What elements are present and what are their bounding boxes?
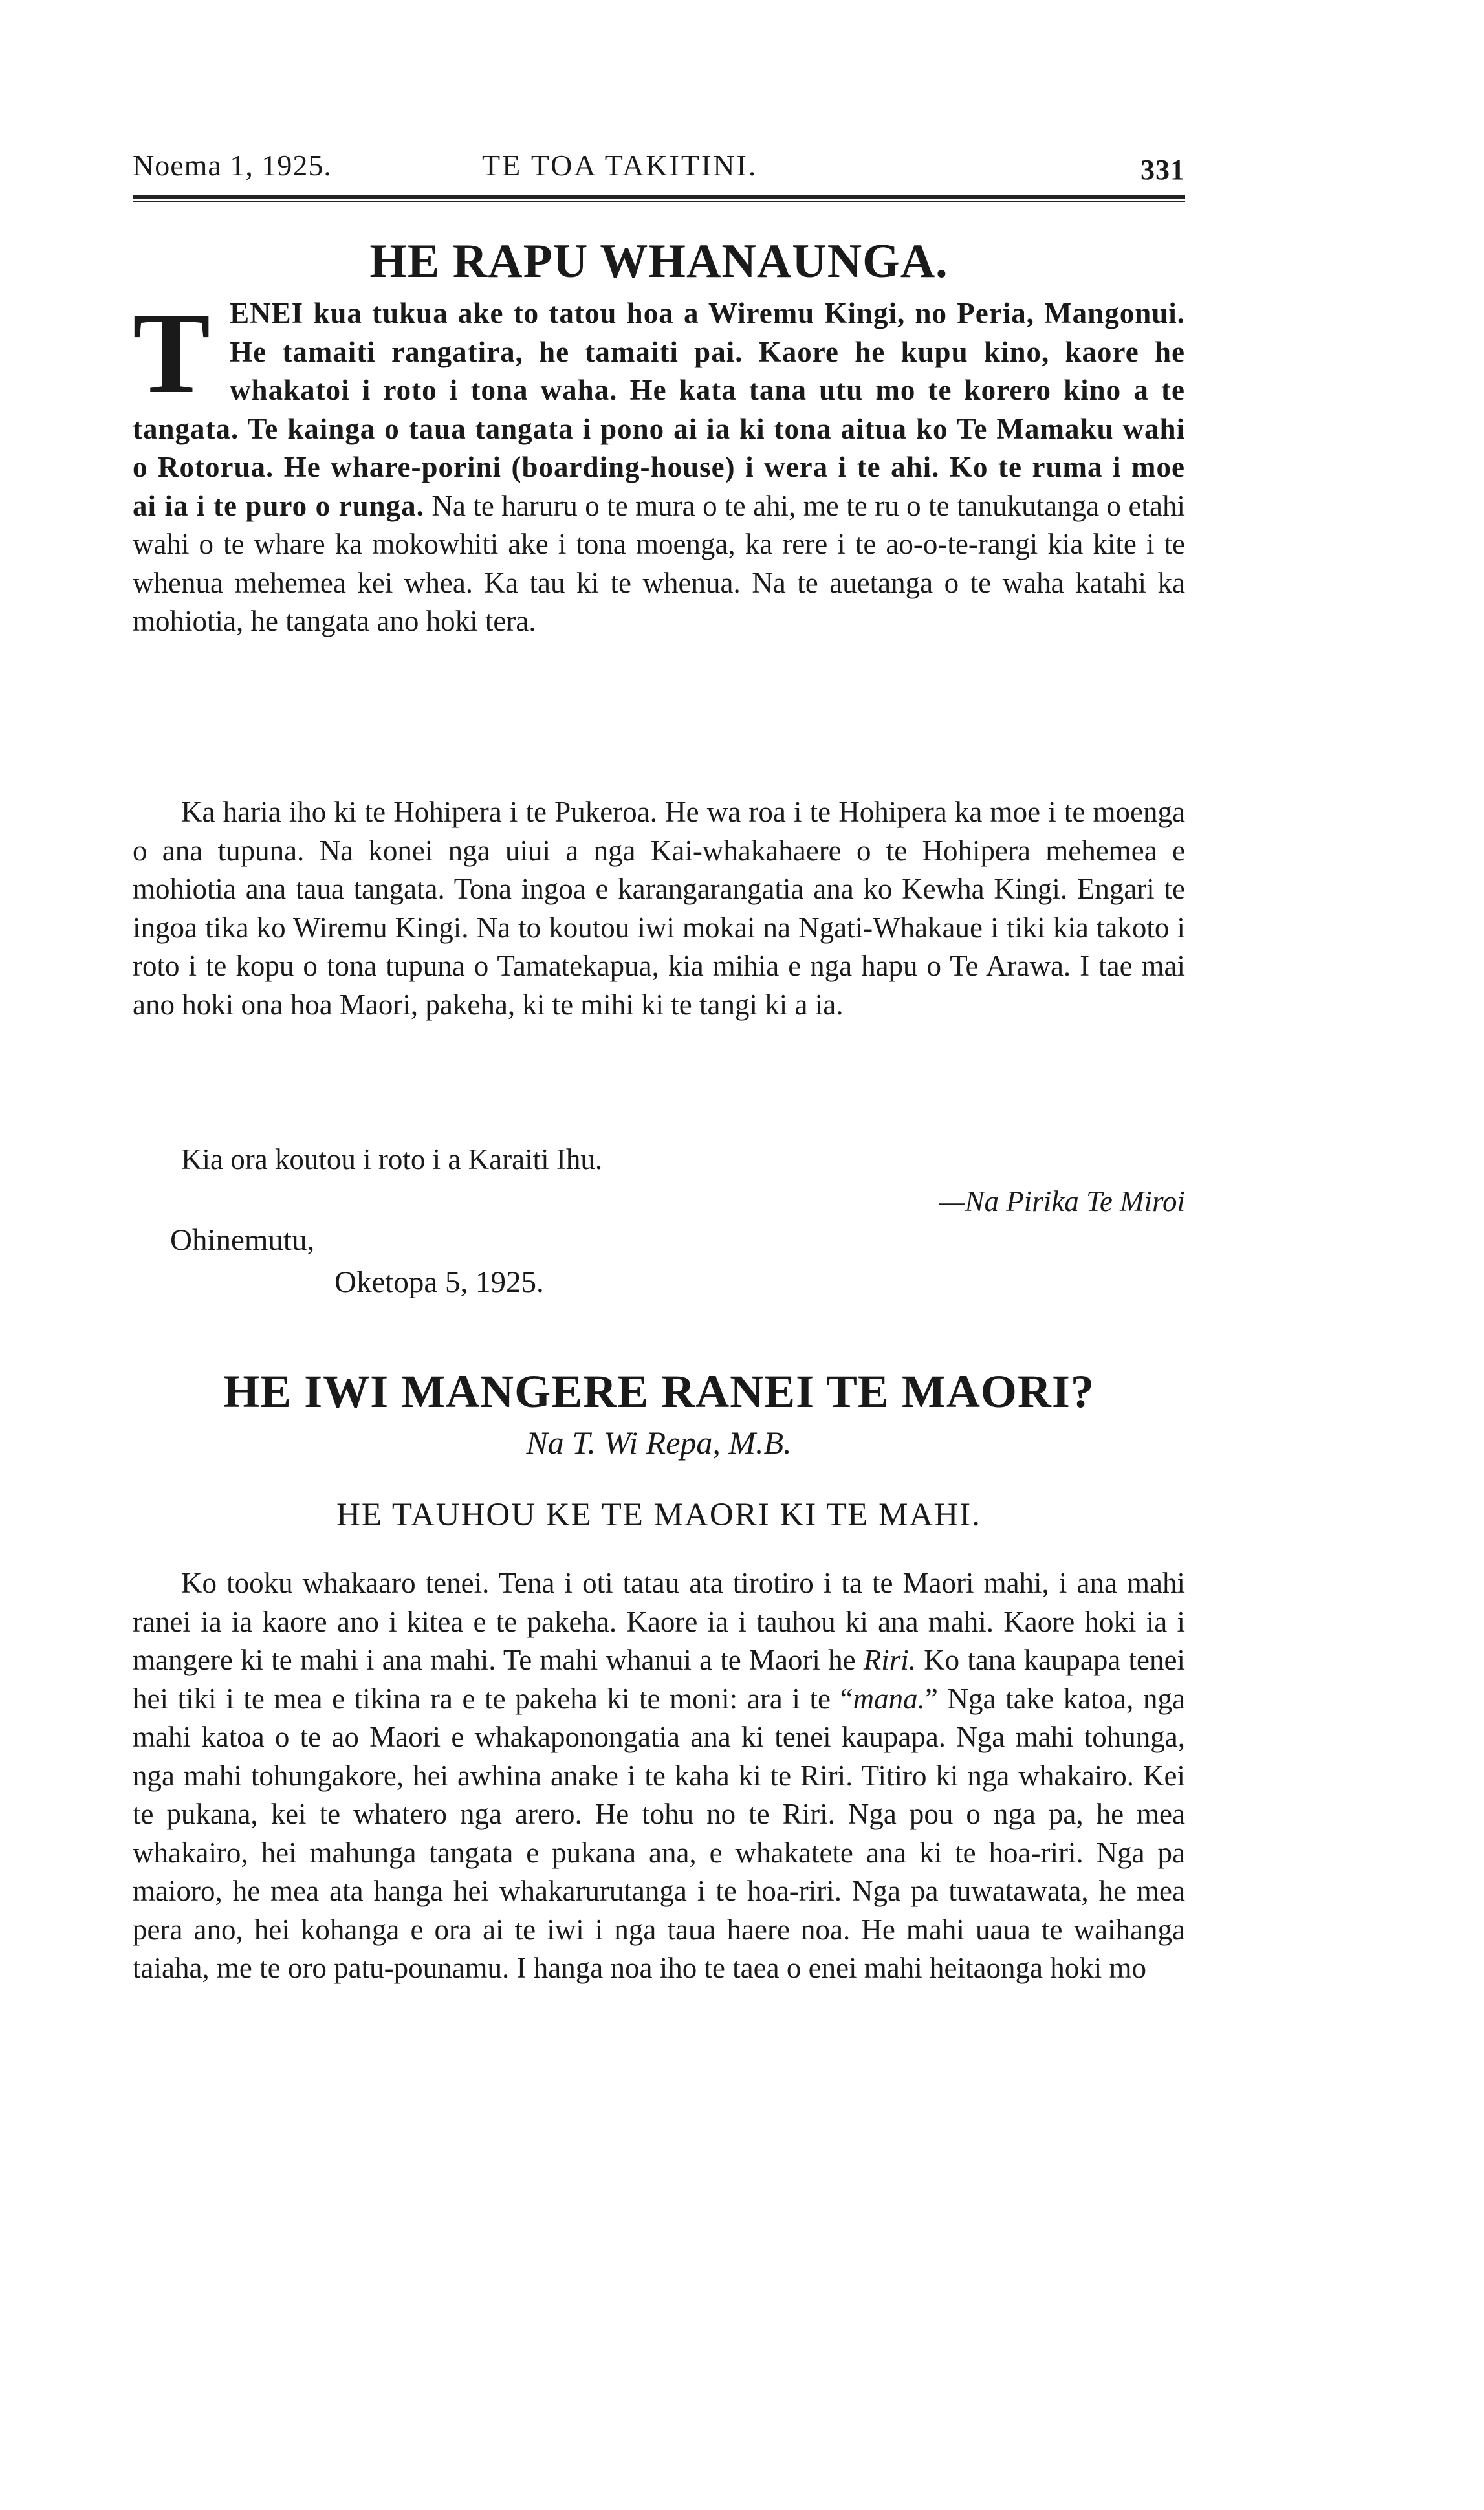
header-rule-thick (133, 195, 1185, 199)
paragraph-text: Ko tooku whakaaro tenei. Tena i oti tatau ata tirotiro i ta te Maori mahi, i ana mahi ranei ia ia kaore ano i kitea e te pakeha. Kaore ia i tauhou ki ana mahi. Kaore hoki ia i mangere ki te mahi i ana mahi. Te mahi whanui a te Maori he (133, 1567, 1185, 1676)
paragraph-lead: ENEI kua tukua ake to tatou hoa a Wiremu Kingi, no Peria, Mangonui. He tamaiti rangatira, he tamaiti pai. Kaore he kupu kino, kaore he whakatoi i roto i tona waha. He kata tana utu mo te korero kino a te tangata. Te kainga o taua tangata i pono ai ia ki tona aitua ko Te Mamaku wahi o Rotorua. He whare-porini (boarding-house) i wera i te ahi. Ko te ruma i moe ai ia i te puro o runga. (133, 297, 1185, 522)
article-paragraph: Kia ora koutou i roto i a Karaiti Ihu. (181, 1143, 603, 1175)
author-signature: —Na Pirika Te Miroi (939, 1185, 1185, 1217)
journal-title: TE TOA TAKITINI. (482, 149, 758, 182)
header-rule-thin (133, 201, 1185, 202)
page-number: 331 (1140, 154, 1185, 186)
article-byline: Na T. Wi Repa, M.B. (526, 1424, 792, 1461)
dateline-date: Oketopa 5, 1925. (334, 1265, 544, 1299)
dateline-place: Ohinemutu, (170, 1223, 315, 1257)
drop-cap: T (133, 289, 211, 417)
paragraph-text: ” Nga take katoa, nga mahi katoa o te ao Maori e whakaponongatia ana ki tenei kaupapa. Nga mahi tohunga, nga mahi tohungakore, hei awhina anake i te kaha ki te Riri. Titiro ki nga whakairo. Kei te pukana, kei te whatero nga arero. He tohu no te Riri. Nga pou o nga pa, he mea whakairo, hei mahunga tangata e pukana ana, e whakatete ana ki te hoa-riri. Nga pa maioro, he mea ata hanga hei whakarurutanga i te hoa-riri. Nga pa tuwatawata, he mea pera ano, hei kohanga e ora ai te iwi i nga taua haere noa. He mahi uaua te waihanga taiaha, me te oro patu-pounamu. I hanga noa iho te taea o enei mahi heitaonga hoki mo (133, 1682, 1185, 1984)
issue-date: Noema 1, 1925. (133, 149, 332, 182)
page-header (133, 146, 1185, 191)
article-paragraph (133, 1564, 1185, 1988)
emphasis-text: Riri. (863, 1644, 916, 1676)
article-title: HE RAPU WHANAUNGA. (369, 235, 948, 288)
article-title: HE IWI MANGERE RANEI TE MAORI? (223, 1366, 1095, 1417)
emphasis-text: mana. (853, 1682, 925, 1715)
paragraph-text: Na te haruru o te mura o te ahi, me te ru o te tanukutanga o etahi wahi o te whare ka mokowhiti ake i tona moenga, ka rere i te ao-o-te-rangi kia kite i te whenua mehemea kei whea. Ka tau ki te whenua. Na te auetanga o te waha katahi ka mohiotia, he tangata ano hoki tera. (133, 489, 1185, 637)
article-paragraph: Ka haria iho ki te Hohipera i te Pukeroa. He wa roa i te Hohipera ka moe i te moenga o ana tupuna. Na konei nga uiui a nga Kai-whakahaere o te Hohipera mehemea e mohiotia ana taua tangata. Tona ingoa e karangarangatia ana ko Kewha Kingi. Engari te ingoa tika ko Wiremu Kingi. Na to koutou iwi mokai na Ngati-Whakaue i tiki kia takoto i roto i te kopu o tona tupuna o Tamatekapua, kia mihia e nga hapu o Te Arawa. I tae mai ano hoki ona hoa Maori, pakeha, ki te mihi ki te tangi ki a ia. (133, 796, 1185, 1021)
article-paragraph (133, 289, 1185, 641)
paragraph-text: Ko tana kaupapa tenei hei tiki i te mea e tikina ra e te pakeha ki te moni: ara i te “ (133, 1644, 1185, 1715)
section-subheading: HE TAUHOU KE TE MAORI KI TE MAHI. (336, 1497, 981, 1533)
